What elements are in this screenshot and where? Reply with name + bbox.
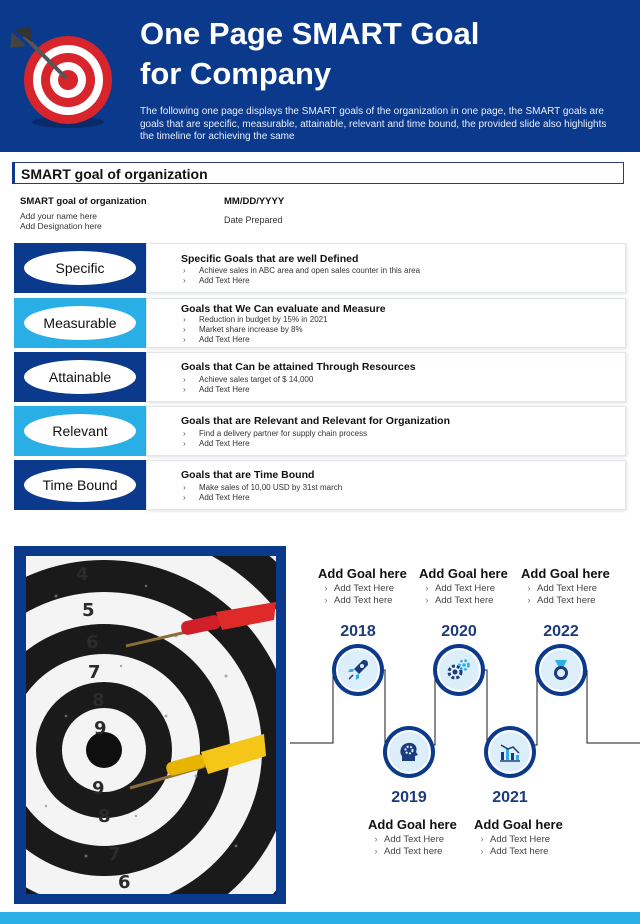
row-label-pill: Relevant (24, 414, 136, 448)
row-title: Goals that are Time Bound (181, 469, 315, 481)
milestone-2018 (332, 644, 384, 696)
row-band (14, 243, 146, 293)
milestone-2019 (383, 726, 435, 778)
svg-text:8: 8 (98, 806, 111, 827)
footer-bar (0, 912, 640, 924)
svg-text:6: 6 (86, 632, 99, 653)
header-banner (0, 0, 640, 152)
row-title: Goals that Can be attained Through Resources (181, 361, 416, 373)
page-title (140, 14, 620, 94)
dart-target-icon (8, 22, 118, 132)
goal-list (368, 834, 480, 858)
goal-item: › Add Text here (368, 846, 480, 858)
year-2020: 2020 (441, 623, 477, 640)
row-bullets (183, 266, 420, 286)
timeline-goal-2022 (521, 566, 633, 607)
bullet-item: › Add Text Here (183, 493, 342, 503)
svg-text:9: 9 (92, 778, 105, 799)
dartboard-photo (26, 556, 276, 894)
bullet-item: › Reduction in budget by 15% in 2021 (183, 315, 328, 325)
row-card (146, 406, 626, 456)
timeline-goal-2020 (419, 566, 531, 607)
title-line-2: for Company (140, 56, 332, 91)
row-label-pill: Specific (24, 251, 136, 285)
bullet-item: › Add Text Here (183, 385, 313, 395)
medal-icon (548, 657, 574, 683)
bullet-item: › Market share increase by 8% (183, 325, 328, 335)
goal-item: › Add Text here (474, 846, 586, 858)
goal-item: › Add Text Here (368, 834, 480, 846)
smart-row-attainable (14, 352, 626, 402)
bullet-item: › Find a delivery partner for supply chain process (183, 429, 367, 439)
goal-item: › Add Text Here (521, 583, 633, 595)
goal-item: › Add Text Here (474, 834, 586, 846)
goal-list (419, 583, 531, 607)
row-card (146, 298, 626, 348)
row-bullets (183, 315, 328, 345)
timeline-goal-2019 (368, 817, 480, 858)
smart-row-relevant (14, 406, 626, 456)
bullet-item: › Make sales of 10,00 USD by 31st march (183, 483, 342, 493)
name-placeholder[interactable]: Add your name here (20, 211, 98, 221)
year-2022: 2022 (543, 623, 579, 640)
year-2021: 2021 (492, 789, 528, 806)
smart-row-specific (14, 243, 626, 293)
smart-row-measurable (14, 298, 626, 348)
row-label-pill: Time Bound (24, 468, 136, 502)
row-band (14, 298, 146, 348)
row-card (146, 352, 626, 402)
smart-row-time-bound (14, 460, 626, 510)
row-bullets (183, 429, 367, 449)
head-gear-icon (396, 739, 422, 765)
row-label-pill: Attainable (24, 360, 136, 394)
goal-title: Add Goal here (521, 566, 610, 581)
row-card (146, 243, 626, 293)
date-label[interactable]: MM/DD/YYYY (224, 196, 285, 207)
svg-text:9: 9 (94, 718, 107, 739)
milestone-2020 (433, 644, 485, 696)
goal-list (318, 583, 430, 607)
svg-text:7: 7 (108, 844, 121, 865)
bullet-item: › Add Text Here (183, 439, 367, 449)
goal-list (474, 834, 586, 858)
org-goal-label: SMART goal of organization (20, 196, 147, 207)
goal-item: › Add Text here (318, 595, 430, 607)
row-label-pill: Measurable (24, 306, 136, 340)
date-prepared-label: Date Prepared (224, 215, 283, 225)
page-subtitle: The following one page displays the SMART goals of the organization in one page, the SMART goals are goals that are specific, measurable, attainable, relevant and time bound, the provided slide also highlights the timeline for achieving the same (140, 106, 607, 142)
gears-icon (446, 657, 472, 683)
svg-text:4: 4 (76, 564, 89, 585)
photo-frame (14, 546, 286, 904)
svg-text:5: 5 (82, 600, 95, 621)
row-title: Goals that are Relevant and Relevant for Organization (181, 415, 450, 427)
timeline-goal-2021 (474, 817, 586, 858)
goal-item: › Add Text here (521, 595, 633, 607)
bar-chart-icon (497, 739, 523, 765)
milestone-2022 (535, 644, 587, 696)
goal-item: › Add Text here (419, 595, 531, 607)
row-card (146, 460, 626, 510)
section-accent (12, 162, 15, 184)
bullet-item: › Achieve sales in ABC area and open sales counter in this area (183, 266, 420, 276)
timeline-goal-2018 (318, 566, 430, 607)
section-header-box (12, 162, 624, 184)
goal-title: Add Goal here (368, 817, 457, 832)
svg-text:8: 8 (92, 690, 105, 711)
svg-text:7: 7 (88, 662, 101, 683)
designation-placeholder[interactable]: Add Designation here (20, 221, 102, 231)
goal-title: Add Goal here (474, 817, 563, 832)
row-band (14, 406, 146, 456)
milestone-2021 (484, 726, 536, 778)
section-title: SMART goal of organization (21, 166, 208, 182)
row-bullets (183, 483, 342, 503)
goal-list (521, 583, 633, 607)
row-title: Goals that We Can evaluate and Measure (181, 303, 386, 315)
row-bullets (183, 375, 313, 395)
bullet-item: › Add Text Here (183, 276, 420, 286)
rocket-icon (345, 657, 371, 683)
goal-item: › Add Text Here (318, 583, 430, 595)
row-band (14, 352, 146, 402)
svg-text:6: 6 (118, 872, 131, 893)
goal-title: Add Goal here (419, 566, 508, 581)
title-line-1: One Page SMART Goal (140, 16, 480, 51)
goal-item: › Add Text Here (419, 583, 531, 595)
year-2018: 2018 (340, 623, 376, 640)
bullet-item: › Add Text Here (183, 335, 328, 345)
bullet-item: › Achieve sales target of $ 14,000 (183, 375, 313, 385)
row-band (14, 460, 146, 510)
goal-title: Add Goal here (318, 566, 407, 581)
row-title: Specific Goals that are well Defined (181, 253, 359, 265)
year-2019: 2019 (391, 789, 427, 806)
